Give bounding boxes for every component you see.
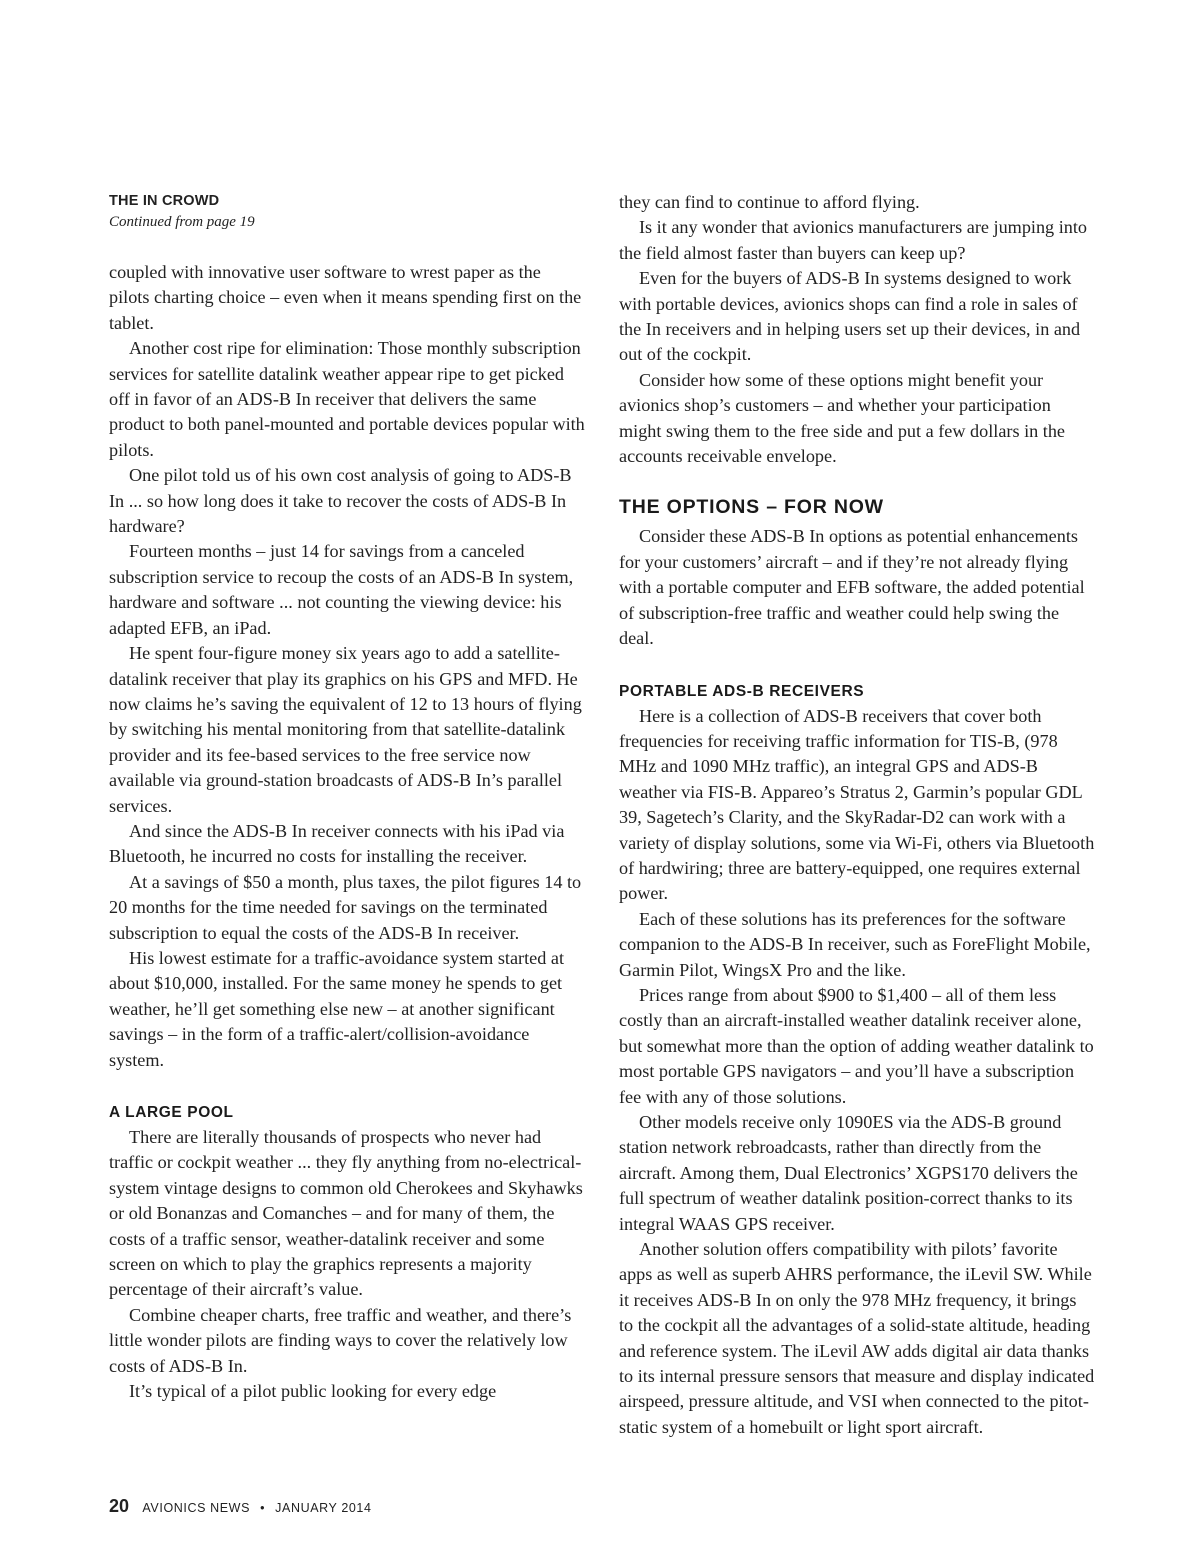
- subheading-large-pool: A LARGE POOL: [109, 1104, 234, 1121]
- paragraph: And since the ADS-B In receiver connects with his iPad via Bluetooth, he incurred no costs for installing the receiver.: [109, 820, 565, 867]
- issue-date: JANUARY 2014: [275, 1501, 372, 1515]
- paragraph: they can find to continue to afford flying.: [619, 192, 920, 212]
- paragraph: Other models receive only 1090ES via the ADS-B ground station network rebroadcasts, rather than directly from the aircraft. Among them, Dual Electronics’ XGPS170 delivers the full spectrum of weather datalink position-correct thanks to its integral WAAS GPS receiver.: [619, 1112, 1078, 1234]
- continued-from-note: Continued from page 19: [109, 214, 255, 230]
- paragraph: Another cost ripe for elimination: Those monthly subscription services for satellite datalink weather appear ripe to get picked off in favor of an ADS-B In receiver that delivers the same product to both panel-mounted and portable devices popular with pilots.: [109, 338, 585, 460]
- paragraph: His lowest estimate for a traffic-avoidance system started at about $10,000, installed. For the same money he spends to get weather, he’ll get something else new – at another significant savings – in the form of a traffic-alert/collision-avoidance system.: [109, 947, 564, 1070]
- paragraph: At a savings of $50 a month, plus taxes, the pilot figures 14 to 20 months for the time needed for savings on the terminated subscription to equal the costs of the ADS-B In receiver.: [109, 871, 582, 943]
- paragraph: It’s typical of a pilot public looking for every edge: [129, 1381, 497, 1402]
- paragraph: Is it any wonder that avionics manufacturers are jumping into the field almost faster than buyers can keep up?: [619, 217, 1087, 263]
- paragraph: Consider these ADS-B In options as potential enhancements for your customers’ aircraft – and if they’re not already flying with a portable computer and EFB software, the added potential of subscription-free traffic and weather could help swing the deal.: [619, 526, 1085, 649]
- paragraph: Here is a collection of ADS-B receivers that cover both frequencies for receiving traffic information for TIS-B, (978 MHz and 1090 MHz traffic), an integral GPS and ADS-B weather via FIS-B. Appareo’s Stratus 2, Garmin’s popular GDL 39, Sagetech’s Clarity, and the SkyRadar-D2 can work with a variety of display solutions, some via Wi-Fi, others via Bluetooth of hardwiring; three are battery-equipped, one requires external power.: [619, 705, 1095, 904]
- paragraph: Combine cheaper charts, free traffic and weather, and there’s little wonder pilots are finding ways to cover the relatively low costs of ADS-B In.: [109, 1304, 572, 1376]
- right-column: [619, 190, 1095, 1440]
- paragraph: Even for the buyers of ADS-B In systems designed to work with portable devices, avionics shops can find a role in sales of the In receivers and in helping users set up their devices, in and out of the cockpit.: [619, 268, 1081, 365]
- section-heading-options: THE OPTIONS – FOR NOW: [619, 496, 884, 519]
- paragraph: One pilot told us of his own cost analysis of going to ADS-B In ... so how long does it take to recover the costs of ADS-B In hardware?: [109, 465, 572, 537]
- paragraph: coupled with innovative user software to wrest paper as the pilots charting choice – even when it means spending first on the tablet.: [109, 262, 582, 333]
- paragraph: He spent four-figure money six years ago to add a satellite-datalink receiver that play its graphics on his GPS and MFD. He now claims he’s saving the equivalent of 12 to 13 hours of flying by switching his mental monitoring from that satellite-datalink provider and its fee-based services to the free service now available via ground-station broadcasts of ADS-B In’s parallel services.: [109, 643, 582, 816]
- subheading-portable-receivers: PORTABLE ADS-B RECEIVERS: [619, 682, 865, 700]
- paragraph: Each of these solutions has its preferences for the software companion to the ADS-B In receiver, such as ForeFlight Mobile, Garmin Pilot, WingsX Pro and the like.: [619, 908, 1091, 980]
- paragraph: Another solution offers compatibility with pilots’ favorite apps as well as superb AHRS performance, the iLevil SW. While it receives ADS-B In on only the 978 MHz frequency, it brings to the cockpit all the advantages of a solid-state altitude, heading and reference system. The iLevil AW adds digital air data thanks to its internal pressure sensors that measure and display indicated airspeed, pressure altitude, and VSI when connected to the pitot-static system of a homebuilt or light sport aircraft.: [619, 1239, 1095, 1437]
- page-number: 20: [109, 1496, 130, 1516]
- page-footer: [109, 1496, 372, 1517]
- footer-separator: •: [260, 1501, 266, 1515]
- paragraph: Consider how some of these options might benefit your avionics shop’s customers – and whether your participation might swing them to the free side and put a few dollars in the accounts receivable envelope.: [619, 369, 1065, 467]
- paragraph: Prices range from about $900 to $1,400 – all of them less costly than an aircraft-installed weather datalink receiver alone, but somewhat more than the option of adding weather datalink to most portable GPS navigators – and you’ll have a subscription fee with any of those solutions.: [619, 984, 1094, 1107]
- left-column: [109, 190, 585, 1404]
- paragraph: Fourteen months – just 14 for savings from a canceled subscription service to recoup the costs of an ADS-B In system, hardware and software ... not counting the viewing device: his adapted EFB, an iPad.: [109, 541, 574, 638]
- publication-name: AVIONICS NEWS: [142, 1501, 251, 1515]
- paragraph: There are literally thousands of prospects who never had traffic or cockpit weather ... they fly anything from no-electrical-system vintage designs to common old Cherokees and Skyhawks or old Bonanzas and Comanches – and for many of them, the costs of a traffic sensor, weather-datalink receiver and some screen on which to play the graphics represents a majority percentage of their aircraft’s value.: [109, 1127, 583, 1300]
- section-kicker: THE IN CROWD: [109, 193, 220, 209]
